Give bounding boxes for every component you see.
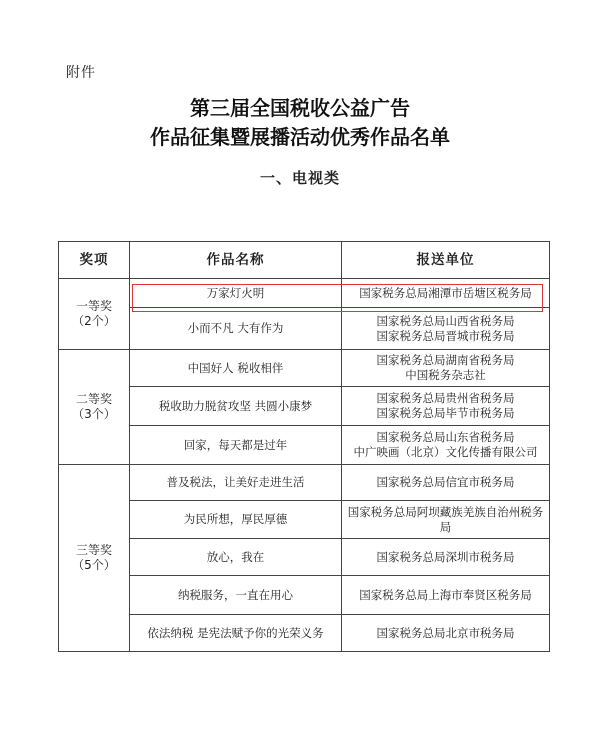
table-row [59, 501, 550, 539]
work-title: 普及税法，让美好走进生活 [130, 465, 342, 501]
award-count: （2个） [72, 314, 116, 328]
unit-line: 国家税务总局阿坝藏族羌族自治州税务局 [347, 504, 544, 534]
attachment-label: 附件 [66, 65, 96, 81]
award-name: 三等奖 [75, 543, 112, 557]
award-name: 二等奖 [75, 392, 112, 406]
work-title: 回家，每天都是过年 [130, 426, 342, 465]
unit-line: 中广映画（北京）文化传播有限公司 [353, 445, 538, 459]
unit-line: 国家税务总局上海市奉贤区税务局 [359, 587, 532, 602]
submitting-unit [342, 576, 550, 615]
unit-line: 国家税务总局毕节市税务局 [376, 406, 515, 420]
table-row [59, 308, 550, 350]
table-header-row [59, 242, 550, 279]
award-count: （5个） [72, 558, 116, 572]
submitting-unit [342, 426, 550, 465]
work-title: 为民所想，厚民厚德 [130, 501, 342, 539]
award-cell-third [59, 465, 130, 652]
work-title: 万家灯火明 [130, 279, 342, 308]
submitting-unit [342, 539, 550, 576]
submitting-unit [342, 279, 550, 308]
unit-line: 国家税务总局北京市税务局 [376, 625, 515, 640]
column-header-unit: 报送单位 [342, 242, 550, 279]
submitting-unit [342, 465, 550, 501]
submitting-unit [342, 308, 550, 350]
award-name: 一等奖 [75, 299, 112, 313]
column-header-award: 奖项 [59, 242, 130, 279]
table-row [59, 387, 550, 426]
award-cell-second [59, 350, 130, 465]
table-row [59, 539, 550, 576]
unit-line: 国家税务总局山西省税务局 [376, 313, 515, 328]
table-row [59, 576, 550, 615]
unit-line: 国家税务总局信宜市税务局 [376, 475, 515, 489]
table-row [59, 426, 550, 465]
unit-line: 国家税务总局山东省税务局 [376, 430, 515, 444]
column-header-work: 作品名称 [130, 242, 342, 279]
unit-line: 国家税务总局湘潭市岳塘区税务局 [359, 285, 532, 300]
award-cell-first [59, 279, 130, 350]
submitting-unit [342, 387, 550, 426]
work-title: 小而不凡 大有作为 [130, 308, 342, 350]
work-title: 依法纳税 是宪法赋予你的光荣义务 [130, 615, 342, 652]
winners-table [58, 241, 550, 652]
document-title-line2: 作品征集暨展播活动优秀作品名单 [150, 125, 450, 149]
table-row [59, 465, 550, 501]
section-heading: 一、电视类 [259, 169, 340, 187]
unit-line: 国家税务总局贵州省税务局 [376, 391, 515, 405]
table-row [59, 615, 550, 652]
unit-line: 国家税务总局晋城市税务局 [376, 328, 515, 343]
table-row [59, 279, 550, 308]
submitting-unit [342, 615, 550, 652]
submitting-unit [342, 501, 550, 539]
award-count: （3个） [72, 407, 116, 421]
work-title: 税收助力脱贫攻坚 共圆小康梦 [130, 387, 342, 426]
unit-line: 国家税务总局深圳市税务局 [376, 549, 515, 564]
unit-line: 中国税务杂志社 [405, 368, 486, 382]
work-title: 中国好人 税收相伴 [130, 350, 342, 387]
unit-line: 国家税务总局湖南省税务局 [376, 353, 515, 367]
table-row [59, 350, 550, 387]
work-title: 纳税服务，一直在用心 [130, 576, 342, 615]
document-title-line1: 第三届全国税收公益广告 [190, 96, 410, 120]
work-title: 放心，我在 [130, 539, 342, 576]
submitting-unit [342, 350, 550, 387]
